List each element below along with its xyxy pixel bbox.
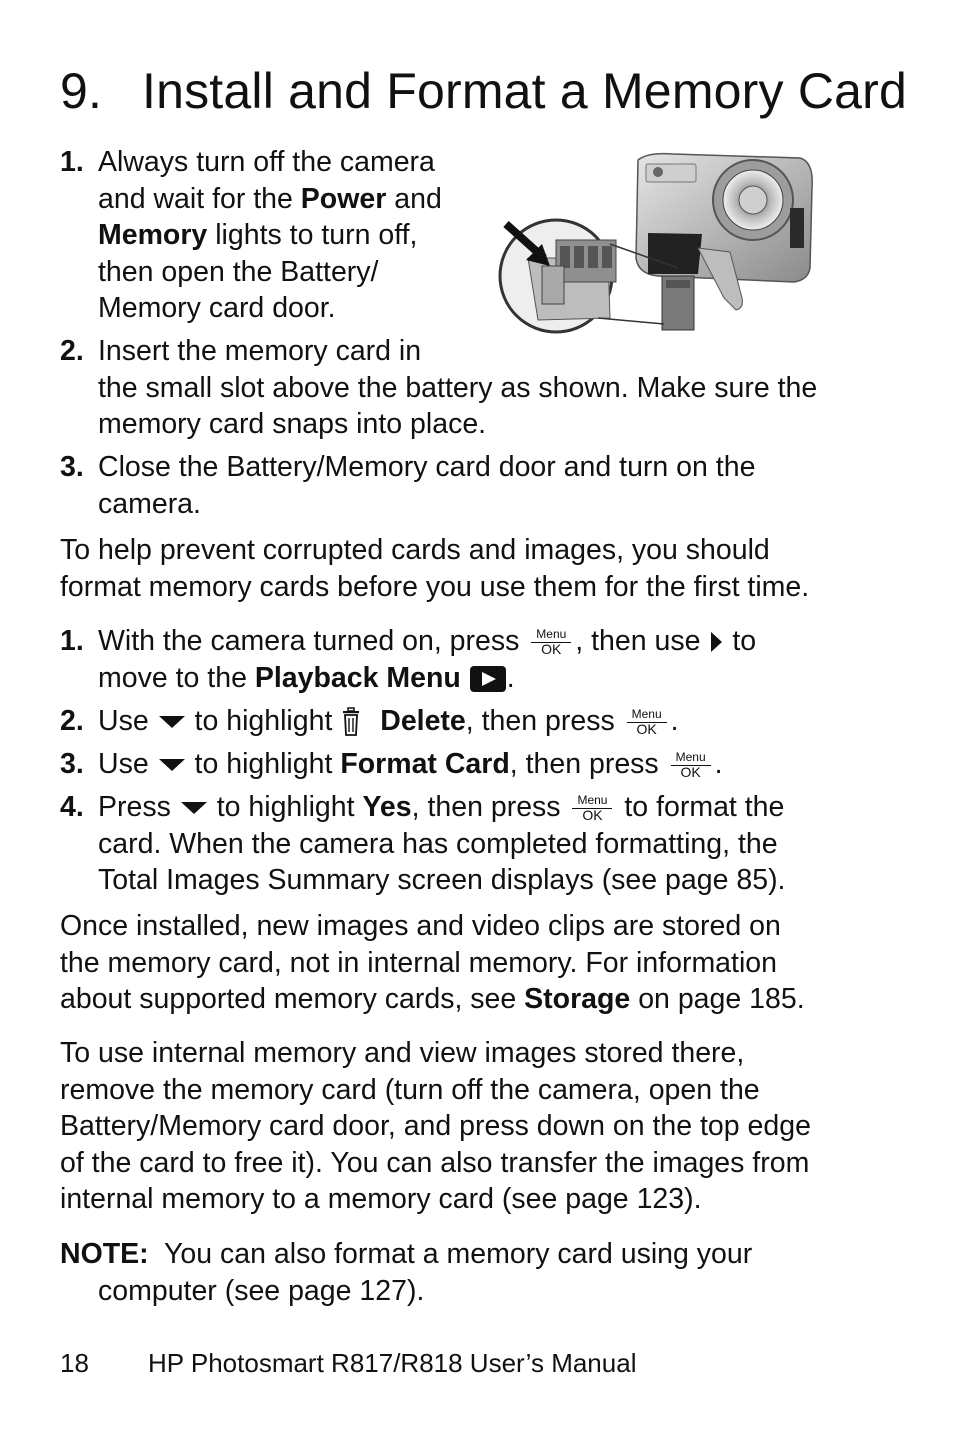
para-line: Battery/Memory card door, and press down on the top edge: [60, 1110, 811, 1143]
para-line: To use internal memory and view images stored there,: [60, 1037, 745, 1069]
step-text: Use to highlight Delete, then press Menu OK .: [98, 705, 679, 738]
step-number: 1.: [60, 146, 84, 178]
section-number: 9.: [60, 63, 103, 119]
step-line: Total Images Summary screen displays (see page 85).: [98, 864, 786, 897]
step-number: 3.: [60, 451, 84, 483]
step-text: Use to highlight Format Card, then press Menu OK .: [98, 748, 723, 781]
step-number: 1.: [60, 625, 84, 657]
internal-memory-paragraph: [60, 1035, 811, 1218]
step-text: [98, 333, 817, 443]
step-line: Close the Battery/Memory card door and turn on the: [98, 451, 756, 483]
trash-icon: [340, 707, 362, 737]
step-line: Memory card door.: [98, 292, 336, 325]
menu-ok-button-icon: Menu OK: [531, 628, 571, 656]
format-intro-paragraph: [60, 532, 809, 605]
playback-menu-icon: [469, 665, 507, 693]
step-line: camera.: [98, 487, 201, 520]
step-line: Insert the memory card in: [98, 335, 422, 367]
right-triangle-icon: [708, 630, 724, 654]
page-title: [60, 62, 907, 120]
section-title: Install and Format a Memory Card: [142, 63, 907, 119]
camera-memory-card-illustration: [498, 148, 816, 334]
step-line: Memory lights to turn off,: [98, 219, 418, 252]
page-footer: [60, 1348, 636, 1379]
step-number: 4.: [60, 791, 84, 823]
page-number: 18: [60, 1348, 89, 1378]
note-line: computer (see page 127).: [98, 1274, 425, 1307]
para-line: Once installed, new images and video clips are stored on: [60, 910, 781, 942]
step-line: and wait for the Power and: [98, 182, 442, 215]
step-text: [98, 144, 442, 327]
step-number: 2.: [60, 335, 84, 367]
down-triangle-icon: [157, 713, 187, 731]
step-line: the small slot above the battery as shown. Make sure the: [98, 371, 818, 404]
step-line: With the camera turned on, press Menu OK , then use to: [98, 625, 757, 658]
step-text: [98, 623, 756, 696]
installed-paragraph: [60, 908, 805, 1018]
step-line: card. When the camera has completed formatting, the: [98, 827, 778, 860]
note: [60, 1236, 752, 1309]
step-line: then open the Battery/: [98, 255, 379, 288]
step-line: Always turn off the camera: [98, 146, 435, 178]
step-number: 3.: [60, 748, 84, 780]
step-line: Press to highlight Yes, then press Menu OK to format the: [98, 791, 785, 824]
note-line: NOTE: You can also format a memory card using your: [60, 1238, 753, 1270]
para-line: about supported memory cards, see Storage on page 185.: [60, 983, 805, 1016]
note-label: NOTE:: [60, 1238, 149, 1270]
para-line: of the card to free it). You can also transfer the images from: [60, 1146, 810, 1179]
para-line: remove the memory card (turn off the camera, open the: [60, 1073, 760, 1106]
down-triangle-icon: [157, 756, 187, 774]
para-line: format memory cards before you use them for the first time.: [60, 570, 810, 603]
menu-ok-button-icon: Menu OK: [627, 708, 667, 736]
menu-ok-button-icon: Menu OK: [671, 751, 711, 779]
para-line: To help prevent corrupted cards and images, you should: [60, 534, 770, 566]
step-number: 2.: [60, 705, 84, 737]
down-triangle-icon: [179, 799, 209, 817]
step-text: [98, 449, 755, 522]
manual-title: HP Photosmart R817/R818 User’s Manual: [148, 1348, 637, 1378]
step-line: move to the Playback Menu .: [98, 661, 515, 694]
step-line: memory card snaps into place.: [98, 408, 487, 441]
step-text: [98, 789, 785, 899]
menu-ok-button-icon: Menu OK: [572, 794, 612, 822]
para-line: internal memory to a memory card (see page 123).: [60, 1183, 702, 1216]
para-line: the memory card, not in internal memory. For information: [60, 946, 777, 979]
